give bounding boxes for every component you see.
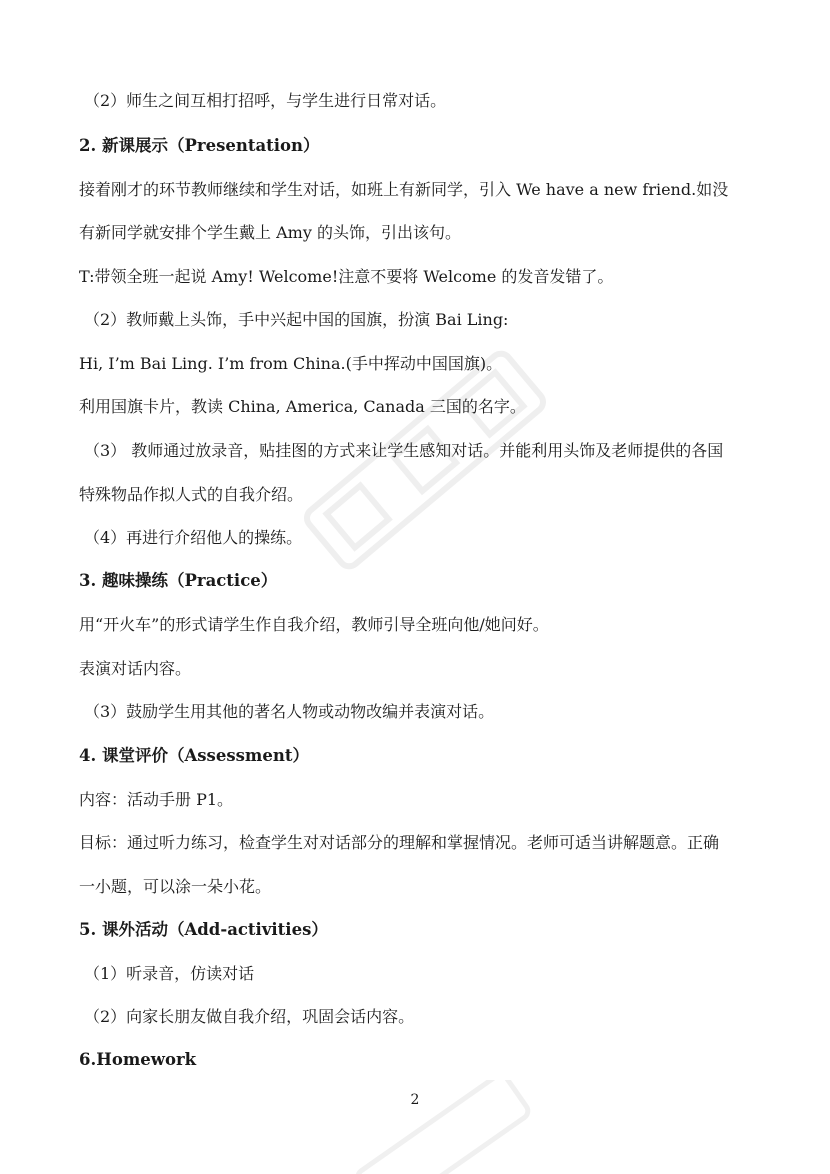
text-line: 目标：通过听力练习，检查学生对对话部分的理解和掌握情况。老师可适当讲解题意。正确 xyxy=(79,833,720,852)
section-heading: 5. 课外活动（Add-activities） xyxy=(79,920,328,939)
text-line: （2）师生之间互相打招呼，与学生进行日常对话。 xyxy=(84,91,447,110)
page-number: 2 xyxy=(410,1092,420,1108)
text-line: 用“开火车”的形式请学生作自我介绍，教师引导全班向他/她问好。 xyxy=(79,615,549,634)
section-heading: 3. 趣味操练（Practice） xyxy=(79,571,278,590)
text-line: T:带领全班一起说 Amy! Welcome!注意不要将 Welcome 的发音发错了。 xyxy=(79,267,614,286)
text-line: （4）再进行介绍他人的操练。 xyxy=(84,528,303,547)
text-line: （2）向家长朋友做自我介绍，巩固会话内容。 xyxy=(84,1007,415,1026)
text-line: 表演对话内容。 xyxy=(79,659,192,678)
section-heading: 2. 新课展示（Presentation） xyxy=(79,136,320,155)
text-line: （2）教师戴上头饰，手中兴起中国的国旗，扮演 Bai Ling: xyxy=(84,310,509,329)
text-line: 有新同学就安排个学生戴上 Amy 的头饰，引出该句。 xyxy=(79,223,461,242)
section-heading: 4. 课堂评价（Assessment） xyxy=(79,746,310,765)
text-line: 接着刚才的环节教师继续和学生对话，如班上有新同学，引入 We have a new friend.如没 xyxy=(79,180,729,199)
text-line: 特殊物品作拟人式的自我介绍。 xyxy=(79,485,304,504)
text-line: 内容：活动手册 P1。 xyxy=(79,790,234,809)
text-line: （1）听录音，仿读对话 xyxy=(84,964,255,983)
text-line: 一小题，可以涂一朵小花。 xyxy=(79,877,272,896)
section-heading: 6.Homework xyxy=(79,1050,197,1069)
text-line: （3）鼓励学生用其他的著名人物或动物改编并表演对话。 xyxy=(84,702,495,721)
text-line: Hi, I’m Bai Ling. I’m from China.(手中挥动中国国旗)。 xyxy=(79,354,503,373)
text-line: （3） 教师通过放录音，贴挂图的方式来让学生感知对话。并能利用头饰及老师提供的各国 xyxy=(84,441,724,460)
text-line: 利用国旗卡片，教读 China, America, Canada 三国的名字。 xyxy=(79,397,526,416)
